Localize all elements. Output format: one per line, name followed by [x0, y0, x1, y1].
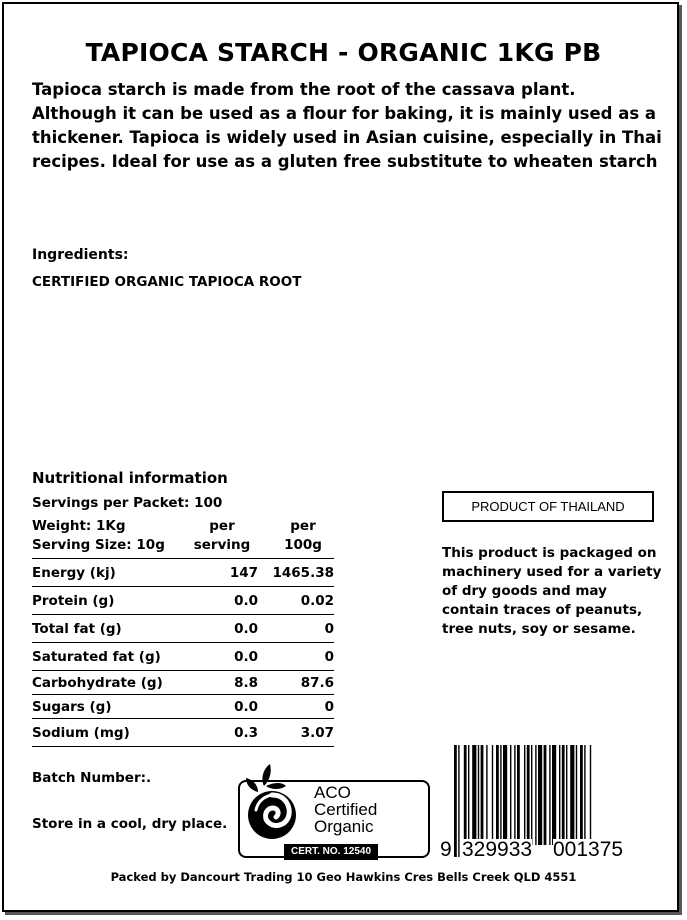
barcode-bar [496, 745, 499, 845]
product-description: Tapioca starch is made from the root of the cassava plant. Although it can be used as a flour for baking, it is mainly used as a thickener. Tapioca is widely used in Asian cuisine, especially in Thai recipes. Ideal for use as a gluten free substitute to wheaten starch [32, 80, 662, 171]
barcode-bar [580, 745, 583, 845]
barcode-bar [481, 745, 484, 845]
nutrient-per-100g: 87.6 [300, 674, 334, 691]
barcode-bar [514, 745, 515, 845]
barcode-bar [468, 745, 469, 845]
nutrient-per-100g: 0 [324, 698, 334, 715]
barcode-bar [552, 745, 556, 845]
packed-by: Packed by Dancourt Trading 10 Geo Hawkins Cres Bells Creek QLD 4551 [110, 870, 577, 884]
nutrient-per-serving: 0.0 [234, 620, 258, 637]
nutrient-per-serving: 0.0 [234, 648, 258, 665]
product-title: TAPIOCA STARCH - ORGANIC 1KG PB [85, 38, 602, 67]
col-per-serving-line1: per [209, 518, 235, 534]
barcode-bar [535, 745, 536, 845]
storage-instructions: Store in a cool, dry place. [32, 816, 228, 832]
barcode-bar [559, 745, 560, 845]
nutrient-per-serving: 0.0 [234, 698, 258, 715]
barcode-bar [544, 745, 547, 845]
nutrient-per-100g: 0 [324, 620, 334, 637]
barcode-bar [454, 745, 457, 857]
nutrition-row [32, 719, 334, 747]
nutrient-per-serving: 147 [229, 564, 258, 581]
aco-text [314, 784, 377, 835]
barcode-bar [584, 745, 585, 845]
batch-number: Batch Number:. [32, 770, 152, 786]
nutrient-per-100g: 1465.38 [272, 564, 334, 581]
barcode-bar [464, 745, 467, 845]
nutrient-name: Sodium (mg) [32, 724, 130, 741]
col-per-serving-line2: serving [193, 537, 251, 553]
nutrition-serving-size: Serving Size: 10g [32, 537, 165, 553]
nutrition-servings: Servings per Packet: 100 [32, 495, 223, 511]
barcode-group-2: 001375 [553, 838, 624, 861]
barcode-bar [478, 745, 479, 845]
barcode-bar [486, 745, 487, 845]
nutrient-per-serving: 8.8 [234, 674, 258, 691]
nutrition-row [32, 615, 334, 643]
col-per-100-line2: 100g [284, 537, 322, 553]
nutrition-row [32, 695, 334, 719]
barcode-bar [500, 745, 501, 845]
nutrition-header [32, 517, 334, 559]
nutrient-per-100g: 0 [324, 648, 334, 665]
nutrition-row [32, 559, 334, 587]
barcode-bar [549, 745, 550, 845]
nutrient-per-100g: 3.07 [300, 724, 334, 741]
origin-box: PRODUCT OF THAILAND [442, 491, 654, 522]
barcode-bar [527, 745, 530, 845]
nutrient-name: Energy (kj) [32, 564, 116, 581]
barcode-bar [472, 745, 476, 845]
barcode-bar [566, 745, 567, 845]
nutrition-panel [32, 469, 334, 747]
aco-certification-logo [236, 760, 432, 860]
nutrition-row [32, 587, 334, 615]
barcode-bar [458, 745, 459, 857]
barcode-bar [531, 745, 532, 845]
aco-text-line2: Certified [314, 800, 378, 819]
ingredients-label: Ingredients: [32, 247, 129, 263]
barcode-bar [576, 745, 577, 845]
col-per-100-line1: per [290, 518, 316, 534]
barcode-bar [562, 745, 565, 845]
aco-cert-number: CERT. NO. 12540 [284, 844, 378, 860]
barcode-bar [510, 745, 511, 845]
nutrient-name: Protein (g) [32, 592, 115, 609]
nutrition-weight: Weight: 1Kg [32, 518, 126, 534]
barcode-bar [517, 745, 520, 845]
nutrient-name: Saturated fat (g) [32, 648, 161, 665]
nutrition-row [32, 643, 334, 671]
barcode-group-1: 329933 [462, 838, 533, 861]
nutrient-per-100g: 0.02 [300, 592, 334, 609]
nutrition-title: Nutritional information [32, 469, 228, 487]
allergen-statement: This product is packaged on machinery used for a variety of dry goods and may contain traces of peanuts, tree nuts, soy or sesame. [442, 545, 662, 637]
barcode-bar [492, 745, 493, 845]
barcode-bar [538, 745, 542, 845]
barcode [440, 745, 636, 865]
nutrient-name: Sugars (g) [32, 698, 112, 715]
nutrient-name: Total fat (g) [32, 620, 122, 637]
barcode-bar [570, 745, 574, 845]
aco-text-line3: Organic [314, 817, 374, 836]
barcode-bar [503, 745, 507, 845]
nutrient-per-serving: 0.3 [234, 724, 258, 741]
barcode-first-digit: 9 [440, 838, 452, 861]
nutrition-row [32, 671, 334, 695]
aco-text-line1: ACO [314, 783, 351, 802]
nutrient-per-serving: 0.0 [234, 592, 258, 609]
nutrient-name: Carbohydrate (g) [32, 674, 163, 691]
ingredients-value: CERTIFIED ORGANIC TAPIOCA ROOT [32, 274, 302, 290]
